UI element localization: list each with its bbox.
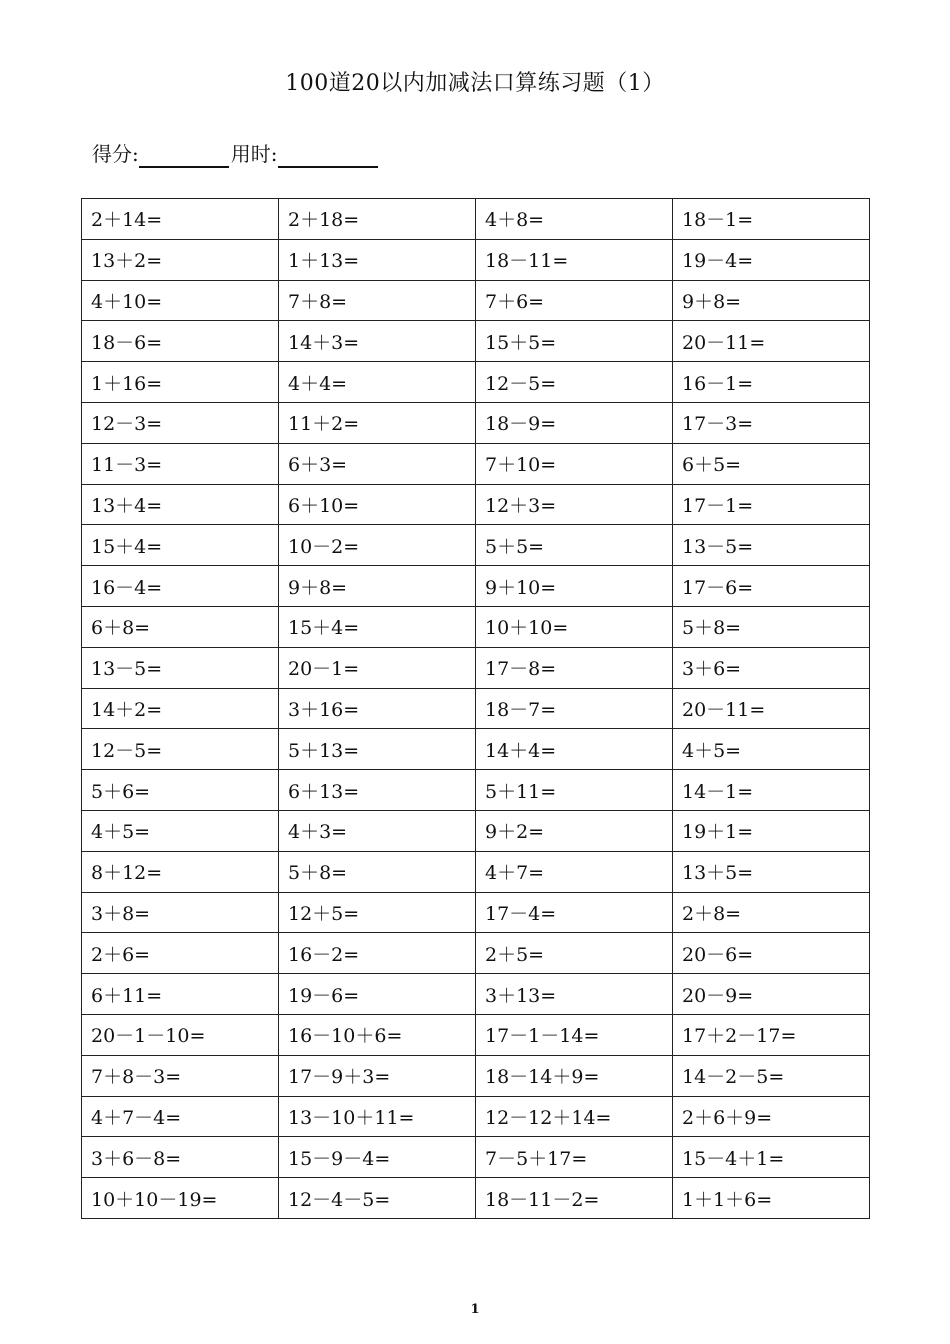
problem-cell: 14－1= (673, 770, 870, 811)
problem-cell: 12＋5= (279, 892, 476, 933)
problem-cell: 3＋6－8= (82, 1137, 279, 1178)
problem-cell: 4＋8= (476, 199, 673, 240)
problem-cell: 5＋13= (279, 729, 476, 770)
problem-cell: 17－9＋3= (279, 1055, 476, 1096)
problem-cell: 6＋3= (279, 443, 476, 484)
time-label: 用时: (230, 142, 278, 166)
problem-cell: 18－11－2= (476, 1178, 673, 1219)
problem-cell: 12－4－5= (279, 1178, 476, 1219)
problem-cell: 1＋1＋6= (673, 1178, 870, 1219)
problem-cell: 10＋10－19= (82, 1178, 279, 1219)
table-row (82, 647, 870, 688)
problem-cell: 20－1－10= (82, 1014, 279, 1055)
score-label: 得分: (92, 142, 139, 166)
problem-cell: 9＋8= (673, 280, 870, 321)
problem-cell: 5＋8= (279, 851, 476, 892)
problem-cell: 7＋10= (476, 443, 673, 484)
problem-cell: 19－6= (279, 974, 476, 1015)
problem-cell: 10＋10= (476, 606, 673, 647)
problem-cell: 15＋5= (476, 321, 673, 362)
problem-cell: 12－5= (82, 729, 279, 770)
problem-cell: 13－10＋11= (279, 1096, 476, 1137)
problem-cell: 20－6= (673, 933, 870, 974)
table-row (82, 688, 870, 729)
problem-cell: 1＋13= (279, 239, 476, 280)
table-row (82, 1137, 870, 1178)
problem-cell: 17－1= (673, 484, 870, 525)
problem-cell: 9＋8= (279, 566, 476, 607)
table-row (82, 1178, 870, 1219)
problem-cell: 4＋7－4= (82, 1096, 279, 1137)
problem-cell: 6＋8= (82, 606, 279, 647)
problem-cell: 7＋6= (476, 280, 673, 321)
problem-cell: 14＋3= (279, 321, 476, 362)
problem-cell: 2＋18= (279, 199, 476, 240)
problem-cell: 18－14＋9= (476, 1055, 673, 1096)
worksheet-title: 100道20以内加减法口算练习题（1） (285, 71, 665, 96)
problem-cell: 20－9= (673, 974, 870, 1015)
problem-cell: 1＋16= (82, 362, 279, 403)
table-row (82, 933, 870, 974)
problem-cell: 16－2= (279, 933, 476, 974)
table-row (82, 606, 870, 647)
problem-cell: 9＋2= (476, 810, 673, 851)
table-row (82, 770, 870, 811)
page-number: 1 (470, 1302, 480, 1317)
score-blank (139, 140, 229, 168)
problem-cell: 5＋8= (673, 606, 870, 647)
problem-cell: 15＋4= (82, 525, 279, 566)
table-row (82, 402, 870, 443)
problem-cell: 7＋8= (279, 280, 476, 321)
problem-cell: 14＋4= (476, 729, 673, 770)
table-row (82, 362, 870, 403)
problem-cell: 5＋6= (82, 770, 279, 811)
problem-cell: 17－6= (673, 566, 870, 607)
problem-cell: 17＋2－17= (673, 1014, 870, 1055)
problem-cell: 10－2= (279, 525, 476, 566)
problem-cell: 4＋4= (279, 362, 476, 403)
problem-cell: 4＋5= (82, 810, 279, 851)
problem-cell: 4＋7= (476, 851, 673, 892)
table-row (82, 851, 870, 892)
table-row (82, 199, 870, 240)
problem-cell: 2＋14= (82, 199, 279, 240)
problem-cell: 14＋2= (82, 688, 279, 729)
problem-cell: 14－2－5= (673, 1055, 870, 1096)
table-row (82, 810, 870, 851)
problem-cell: 13＋5= (673, 851, 870, 892)
problem-cell: 16－1= (673, 362, 870, 403)
problem-cell: 18－11= (476, 239, 673, 280)
problem-cell: 18－6= (82, 321, 279, 362)
problem-cell: 5＋11= (476, 770, 673, 811)
table-row (82, 729, 870, 770)
problem-cell: 17－4= (476, 892, 673, 933)
problem-cell: 4＋10= (82, 280, 279, 321)
table-row (82, 1014, 870, 1055)
problem-cell: 5＋5= (476, 525, 673, 566)
problem-cell: 11＋2= (279, 402, 476, 443)
problem-cell: 7＋8－3= (82, 1055, 279, 1096)
problem-cell: 11－3= (82, 443, 279, 484)
problem-cell: 2＋8= (673, 892, 870, 933)
problem-cell: 12＋3= (476, 484, 673, 525)
problem-cell: 3＋13= (476, 974, 673, 1015)
problem-cell: 19－4= (673, 239, 870, 280)
problem-cell: 2＋6= (82, 933, 279, 974)
problem-cell: 4＋5= (673, 729, 870, 770)
table-row (82, 280, 870, 321)
table-row (82, 974, 870, 1015)
problem-cell: 7－5＋17= (476, 1137, 673, 1178)
table-row (82, 484, 870, 525)
table-row (82, 443, 870, 484)
problem-cell: 17－1－14= (476, 1014, 673, 1055)
table-row (82, 321, 870, 362)
problem-cell: 17－3= (673, 402, 870, 443)
problem-cell: 6＋11= (82, 974, 279, 1015)
problem-cell: 15－9－4= (279, 1137, 476, 1178)
problem-table-body (82, 199, 870, 1219)
problem-cell: 16－10＋6= (279, 1014, 476, 1055)
problem-cell: 19＋1= (673, 810, 870, 851)
problem-cell: 13＋2= (82, 239, 279, 280)
problem-cell: 15＋4= (279, 606, 476, 647)
problem-cell: 20－11= (673, 321, 870, 362)
problem-cell: 3＋8= (82, 892, 279, 933)
problem-cell: 18－1= (673, 199, 870, 240)
table-row (82, 239, 870, 280)
problem-cell: 2＋5= (476, 933, 673, 974)
problem-cell: 4＋3= (279, 810, 476, 851)
problem-cell: 12－5= (476, 362, 673, 403)
table-row (82, 525, 870, 566)
table-row (82, 1055, 870, 1096)
problem-cell: 8＋12= (82, 851, 279, 892)
problem-cell: 16－4= (82, 566, 279, 607)
score-time-line (92, 136, 380, 168)
problem-cell: 17－8= (476, 647, 673, 688)
problem-cell: 6＋5= (673, 443, 870, 484)
problem-cell: 6＋10= (279, 484, 476, 525)
table-row (82, 892, 870, 933)
problem-cell: 6＋13= (279, 770, 476, 811)
problem-cell: 18－9= (476, 402, 673, 443)
problem-table (81, 198, 870, 1219)
problem-cell: 13＋4= (82, 484, 279, 525)
problem-cell: 13－5= (82, 647, 279, 688)
problem-cell: 9＋10= (476, 566, 673, 607)
time-blank (278, 140, 378, 168)
problem-cell: 13－5= (673, 525, 870, 566)
problem-cell: 18－7= (476, 688, 673, 729)
problem-cell: 3＋16= (279, 688, 476, 729)
problem-cell: 15－4＋1= (673, 1137, 870, 1178)
problem-cell: 20－1= (279, 647, 476, 688)
problem-cell: 3＋6= (673, 647, 870, 688)
problem-cell: 2＋6＋9= (673, 1096, 870, 1137)
problem-cell: 12－3= (82, 402, 279, 443)
problem-cell: 20－11= (673, 688, 870, 729)
problem-cell: 12－12＋14= (476, 1096, 673, 1137)
table-row (82, 566, 870, 607)
table-row (82, 1096, 870, 1137)
